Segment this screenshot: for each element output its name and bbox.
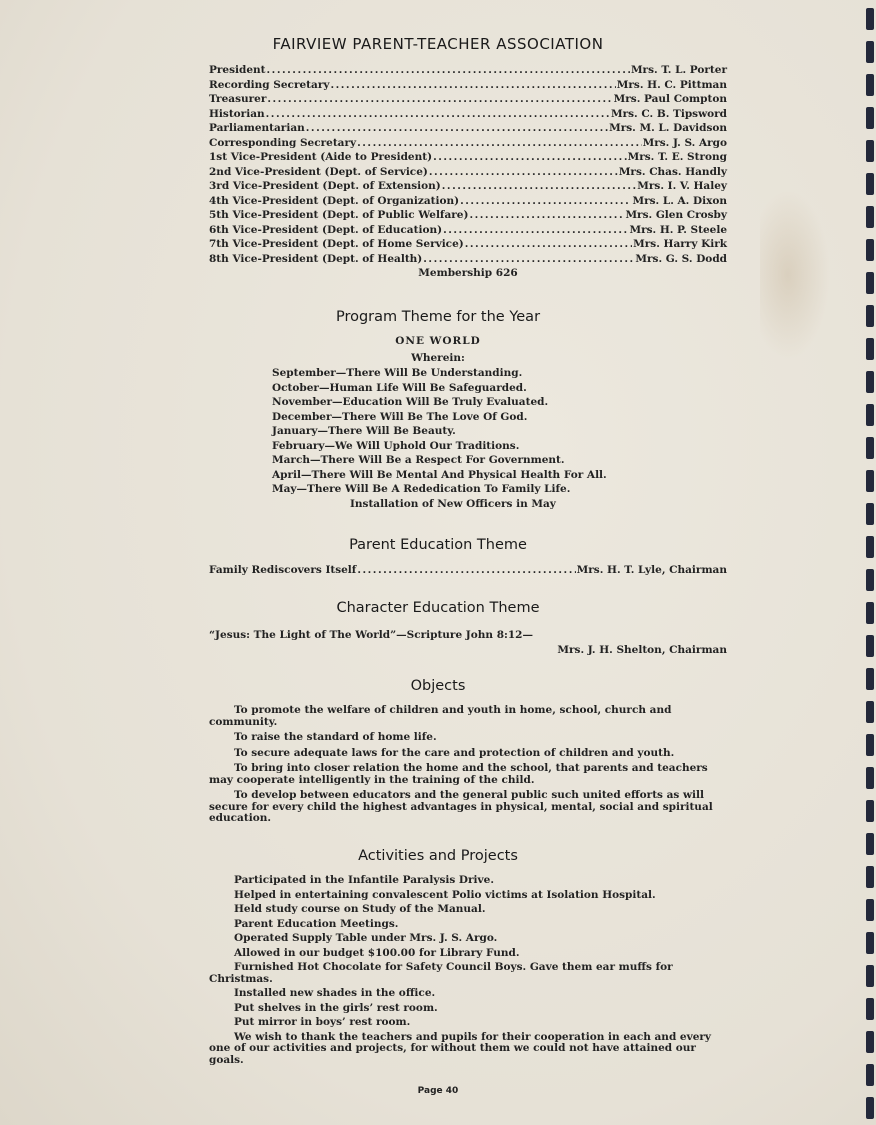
officer-name: Mrs. Chas. Handly xyxy=(618,165,727,178)
spiral-binding xyxy=(862,0,876,1125)
officer-name: Mrs. Harry Kirk xyxy=(633,238,727,250)
binding-coil xyxy=(866,701,874,723)
binding-coil xyxy=(866,206,874,228)
officer-name: Mrs. M. L. Davidson xyxy=(609,122,727,134)
officer-role: Treasurer xyxy=(209,93,267,105)
activity-item: Allowed in our budget $100.00 for Library Fund. xyxy=(234,946,520,959)
officer-row xyxy=(209,223,727,238)
month-item: November—Education Will Be Truly Evaluated. xyxy=(272,396,549,408)
officer-row xyxy=(209,63,727,78)
binding-coil xyxy=(866,866,874,888)
program-installation: Installation of New Officers in May xyxy=(350,498,556,510)
officer-row xyxy=(209,92,727,107)
month-item: December—There Will Be The Love Of God. xyxy=(272,410,528,423)
officer-row xyxy=(209,78,727,93)
activity-item: Parent Education Meetings. xyxy=(234,917,399,930)
binding-coil xyxy=(866,74,874,96)
parent-education-heading: Parent Education Theme xyxy=(349,537,527,553)
month-item: May—There Will Be A Rededication To Family Life. xyxy=(272,483,571,495)
officer-name: Mrs. C. B. Tipsword xyxy=(610,107,727,120)
month-item: March—There Will Be a Respect For Government. xyxy=(272,454,565,466)
character-education-heading: Character Education Theme xyxy=(336,600,540,616)
binding-coil xyxy=(866,437,874,459)
binding-coil xyxy=(866,404,874,426)
officer-name: Mrs. Glen Crosby xyxy=(625,209,727,221)
parent-education-line xyxy=(209,563,727,578)
binding-coil xyxy=(866,8,874,30)
month-item: September—There Will Be Understanding. xyxy=(272,367,523,379)
officer-role: 2nd Vice-President (Dept. of Service) xyxy=(209,165,428,178)
binding-coil xyxy=(866,140,874,162)
binding-coil xyxy=(866,1097,874,1119)
objects-list xyxy=(209,705,727,825)
binding-coil xyxy=(866,173,874,195)
binding-coil xyxy=(866,239,874,261)
parent-education-theme: Family Rediscovers Itself xyxy=(209,564,357,576)
program-wherein: Wherein: xyxy=(411,352,465,364)
officer-row xyxy=(209,107,727,122)
activity-item: Helped in entertaining convalescent Polio victims at Isolation Hospital. xyxy=(234,888,656,901)
binding-coil xyxy=(866,371,874,393)
officer-role: Historian xyxy=(209,107,265,120)
binding-coil xyxy=(866,1064,874,1086)
officer-row xyxy=(209,136,727,151)
binding-coil xyxy=(866,767,874,789)
activities-list xyxy=(209,875,727,1066)
officer-role: 1st Vice-President (Aide to President) xyxy=(209,151,433,163)
character-education-theme: “Jesus: The Light of The World”—Scripture John 8:12— xyxy=(209,629,533,641)
object-item: To bring into closer relation the home and the school, that parents and teachers may cooperate intelligently in the training of the child. xyxy=(209,762,708,786)
binding-coil xyxy=(866,998,874,1020)
object-item: To promote the welfare of children and youth in home, school, church and community. xyxy=(209,704,672,728)
binding-coil xyxy=(866,734,874,756)
month-item: October—Human Life Will Be Safeguarded. xyxy=(272,381,527,394)
binding-coil xyxy=(866,272,874,294)
program-theme: ONE WORLD xyxy=(395,335,481,347)
officer-row xyxy=(209,179,727,194)
binding-coil xyxy=(866,800,874,822)
activity-item: Put shelves in the girls’ rest room. xyxy=(234,1001,438,1014)
officer-role: 8th Vice-President (Dept. of Health) xyxy=(209,252,423,265)
page-title: FAIRVIEW PARENT-TEACHER ASSOCIATION xyxy=(272,35,604,53)
officer-row xyxy=(209,150,727,165)
activity-item: Participated in the Infantile Paralysis Drive. xyxy=(234,874,494,886)
officer-role: 5th Vice-President (Dept. of Public Welfare) xyxy=(209,209,469,221)
officer-name: Mrs. L. A. Dixon xyxy=(632,194,727,207)
parent-education-chairman: Mrs. H. T. Lyle, Chairman xyxy=(576,564,727,576)
officer-name: Mrs. H. C. Pittman xyxy=(616,78,727,91)
officer-role: 6th Vice-President (Dept. of Education) xyxy=(209,223,443,236)
officer-row xyxy=(209,252,727,267)
officer-role: 4th Vice-President (Dept. of Organization) xyxy=(209,194,460,207)
month-item: January—There Will Be Beauty. xyxy=(272,425,456,437)
officer-role: Corresponding Secretary xyxy=(209,136,357,149)
officer-row xyxy=(209,121,727,136)
activity-item: We wish to thank the teachers and pupils for their cooperation in each and every one of our activities and projects, for without them we could not have attained our goals. xyxy=(209,1030,712,1066)
object-item: To raise the standard of home life. xyxy=(234,731,437,743)
activity-item: Installed new shades in the office. xyxy=(234,987,436,999)
page-number: Page 40 xyxy=(417,1086,459,1096)
officer-row xyxy=(209,237,727,252)
officer-row xyxy=(209,165,727,180)
officer-name: Mrs. T. E. Strong xyxy=(627,151,727,163)
officers-list xyxy=(209,63,727,281)
activity-item: Furnished Hot Chocolate for Safety Council Boys. Gave them ear muffs for Christmas. xyxy=(209,961,673,985)
officer-role: President xyxy=(209,64,266,76)
binding-coil xyxy=(866,569,874,591)
binding-coil xyxy=(866,899,874,921)
officer-name: Mrs. Paul Compton xyxy=(613,93,727,105)
activities-heading: Activities and Projects xyxy=(358,848,518,864)
month-item: February—We Will Uphold Our Traditions. xyxy=(272,439,520,452)
binding-coil xyxy=(866,1031,874,1053)
month-item: April—There Will Be Mental And Physical Health For All. xyxy=(272,468,607,481)
object-item: To secure adequate laws for the care and protection of children and youth. xyxy=(234,746,675,759)
officer-name: Mrs. G. S. Dodd xyxy=(635,252,727,265)
officer-name: Mrs. T. L. Porter xyxy=(630,64,727,76)
officer-row xyxy=(209,194,727,209)
activity-item: Held study course on Study of the Manual. xyxy=(234,903,486,915)
officer-name: Mrs. J. S. Argo xyxy=(642,136,727,149)
character-education-block xyxy=(209,628,727,657)
officer-role: Recording Secretary xyxy=(209,78,330,91)
binding-coil xyxy=(866,470,874,492)
binding-coil xyxy=(866,503,874,525)
officer-role: 3rd Vice-President (Dept. of Extension) xyxy=(209,180,441,192)
activity-item: Put mirror in boys’ rest room. xyxy=(234,1016,411,1028)
binding-coil xyxy=(866,635,874,657)
object-item: To develop between educators and the general public such united efforts as will secure for every child the highest advantages in physical, mental, social and spiritual education. xyxy=(209,789,713,824)
membership-count: Membership 626 xyxy=(418,267,518,279)
objects-heading: Objects xyxy=(410,678,466,694)
program-months xyxy=(272,366,722,497)
officer-role: 7th Vice-President (Dept. of Home Service) xyxy=(209,238,464,250)
officer-name: Mrs. I. V. Haley xyxy=(637,180,727,192)
activity-item: Operated Supply Table under Mrs. J. S. Argo. xyxy=(234,932,498,944)
officer-role: Parliamentarian xyxy=(209,122,305,134)
program-heading: Program Theme for the Year xyxy=(335,309,541,325)
binding-coil xyxy=(866,107,874,129)
binding-coil xyxy=(866,932,874,954)
binding-coil xyxy=(866,965,874,987)
character-education-chairman: Mrs. J. H. Shelton, Chairman xyxy=(557,643,727,656)
officer-name: Mrs. H. P. Steele xyxy=(629,223,727,236)
officer-row xyxy=(209,208,727,223)
